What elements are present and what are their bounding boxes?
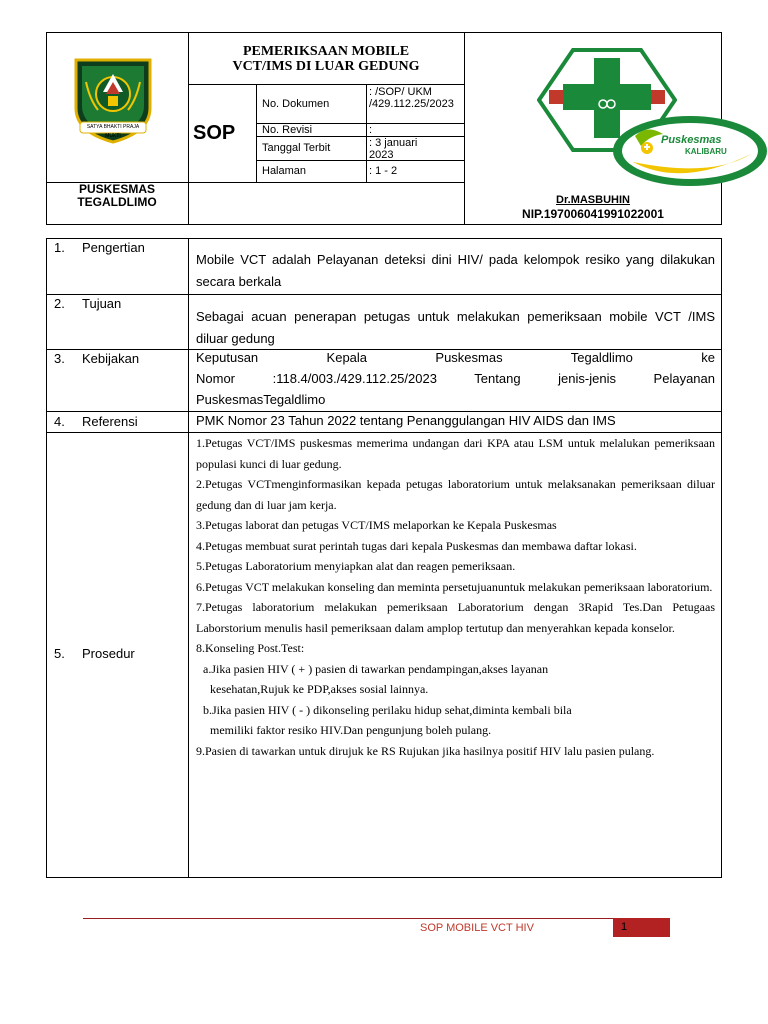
logo-text-kalibaru: KALIBARU <box>685 147 727 156</box>
sop-label: SOP <box>193 122 236 144</box>
procedure-step: 6.Petugas VCT melakukan konseling dan meminta persetujuanuntuk melakukan pemeriksaan laboratorium. <box>196 579 713 594</box>
section-3-label: Kebijakan <box>82 351 140 366</box>
footer-rule <box>83 918 613 919</box>
section-5-number: 5. <box>54 646 65 661</box>
meta-halaman-label: Halaman <box>262 165 307 177</box>
logo-text-puskesmas: Puskesmas <box>661 134 722 146</box>
crest-motto: SATYA BHAKTI PRAJA MUKTI <box>86 124 140 139</box>
procedure-step: 4.Petugas membuat surat perintah tugas dari kepala Puskesmas dan membawa daftar lokasi. <box>196 538 637 553</box>
meta-no-dokumen-label: No. Dokumen <box>262 98 330 110</box>
section-4-number: 4. <box>54 414 65 429</box>
signatory-nip: NIP.197006041991022001 <box>522 207 664 221</box>
footer-page-number: 1 <box>621 921 628 933</box>
section-2-number: 2. <box>54 296 65 311</box>
procedure-substep-a: a.Jika pasien HIV ( + ) pasien di tawarkan pendampingan,akses layanan <box>203 661 549 676</box>
org-name: PUSKESMAS TEGALDLIMO <box>77 182 157 209</box>
section-1-text: Mobile VCT adalah Pelayanan deteksi dini HIV/ pada kelompok resiko yang dilakukan secara berkala <box>196 252 715 289</box>
meta-no-dokumen-value: : /SOP/ UKM /429.112.25/2023 <box>369 86 454 110</box>
section-2-text: Sebagai acuan penerapan petugas untuk melakukan pemeriksaan mobile VCT /IMS diluar gedung <box>196 309 715 346</box>
section-5-label: Prosedur <box>82 646 135 661</box>
section-1-label: Pengertian <box>82 240 145 255</box>
procedure-step: 9.Pasien di tawarkan untuk dirujuk ke RS Rujukan jika hasilnya positif HIV lalu pasien pulang. <box>196 743 655 758</box>
section-2-label: Tujuan <box>82 296 122 311</box>
section-3-number: 3. <box>54 351 65 366</box>
procedure-substep-b: b.Jika pasien HIV ( - ) dikonseling perilaku hidup sehat,diminta kembali bila <box>203 702 572 717</box>
procedure-step: 1.Petugas VCT/IMS puskesmas memerima undangan dari KPA atau LSM untuk melalukan pemeriksaan populasi kunci di luar gedung. <box>196 436 715 471</box>
procedure-substep-a-cont: kesehatan,Rujuk ke PDP,akses sosial lainnya. <box>210 682 429 696</box>
section-3-text: Keputusan Kepala Puskesmas Tegaldlimo ke Nomor :118.4/003./429.112.25/2023 Tentang jenis-jenis Pelayanan PuskesmasTegaldlimo <box>196 350 715 407</box>
procedure-step: 2.Petugas VCTmenginformasikan kepada petugas laboratorium untuk melaksanakan pemeriksaan diluar gedung dan di luar jam kerja. <box>196 477 715 512</box>
procedure-step: 7.Petugas laboratorium melakukan pemeriksaan Laboratorium dengan 3Rapid Tes.Dan Petugaas Laborstorium menulis hasil pemeriksaan dalam amplop tertutup dan menyerahkan kepada konselor. <box>196 600 715 635</box>
meta-halaman-value: : 1 - 2 <box>369 165 398 177</box>
footer-page-number-box <box>613 918 670 937</box>
puskesmas-kalibaru-logo <box>611 114 768 188</box>
procedure-list <box>196 433 715 761</box>
meta-tanggal-label: Tanggal Terbit <box>262 142 331 154</box>
section-4-label: Referensi <box>82 414 138 429</box>
regency-crest-logo <box>66 52 160 144</box>
section-1-number: 1. <box>54 240 65 255</box>
procedure-step: 5.Petugas Laboratorium menyiapkan alat dan reagen pemeriksaan. <box>196 559 516 573</box>
document-title: PEMERIKSAAN MOBILE VCT/IMS DI LUAR GEDUNG <box>232 44 420 74</box>
meta-no-revisi-label: No. Revisi <box>262 124 313 136</box>
footer-doc-label: SOP MOBILE VCT HIV <box>420 922 534 934</box>
procedure-step: 8.Konseling Post.Test: <box>196 641 305 655</box>
procedure-substep-b-cont: memiliki faktor resiko HIV.Dan pengunjung boleh pulang. <box>210 723 492 737</box>
signatory-name: Dr.MASBUHIN <box>556 194 630 206</box>
meta-tanggal-value: : 3 januari 2023 <box>369 137 418 161</box>
procedure-step: 3.Petugas laborat dan petugas VCT/IMS melaporkan ke Kepala Puskesmas <box>196 518 557 532</box>
meta-no-revisi-value: : <box>369 124 373 136</box>
section-4-text: PMK Nomor 23 Tahun 2022 tentang Penanggulangan HIV AIDS dan IMS <box>196 413 616 428</box>
